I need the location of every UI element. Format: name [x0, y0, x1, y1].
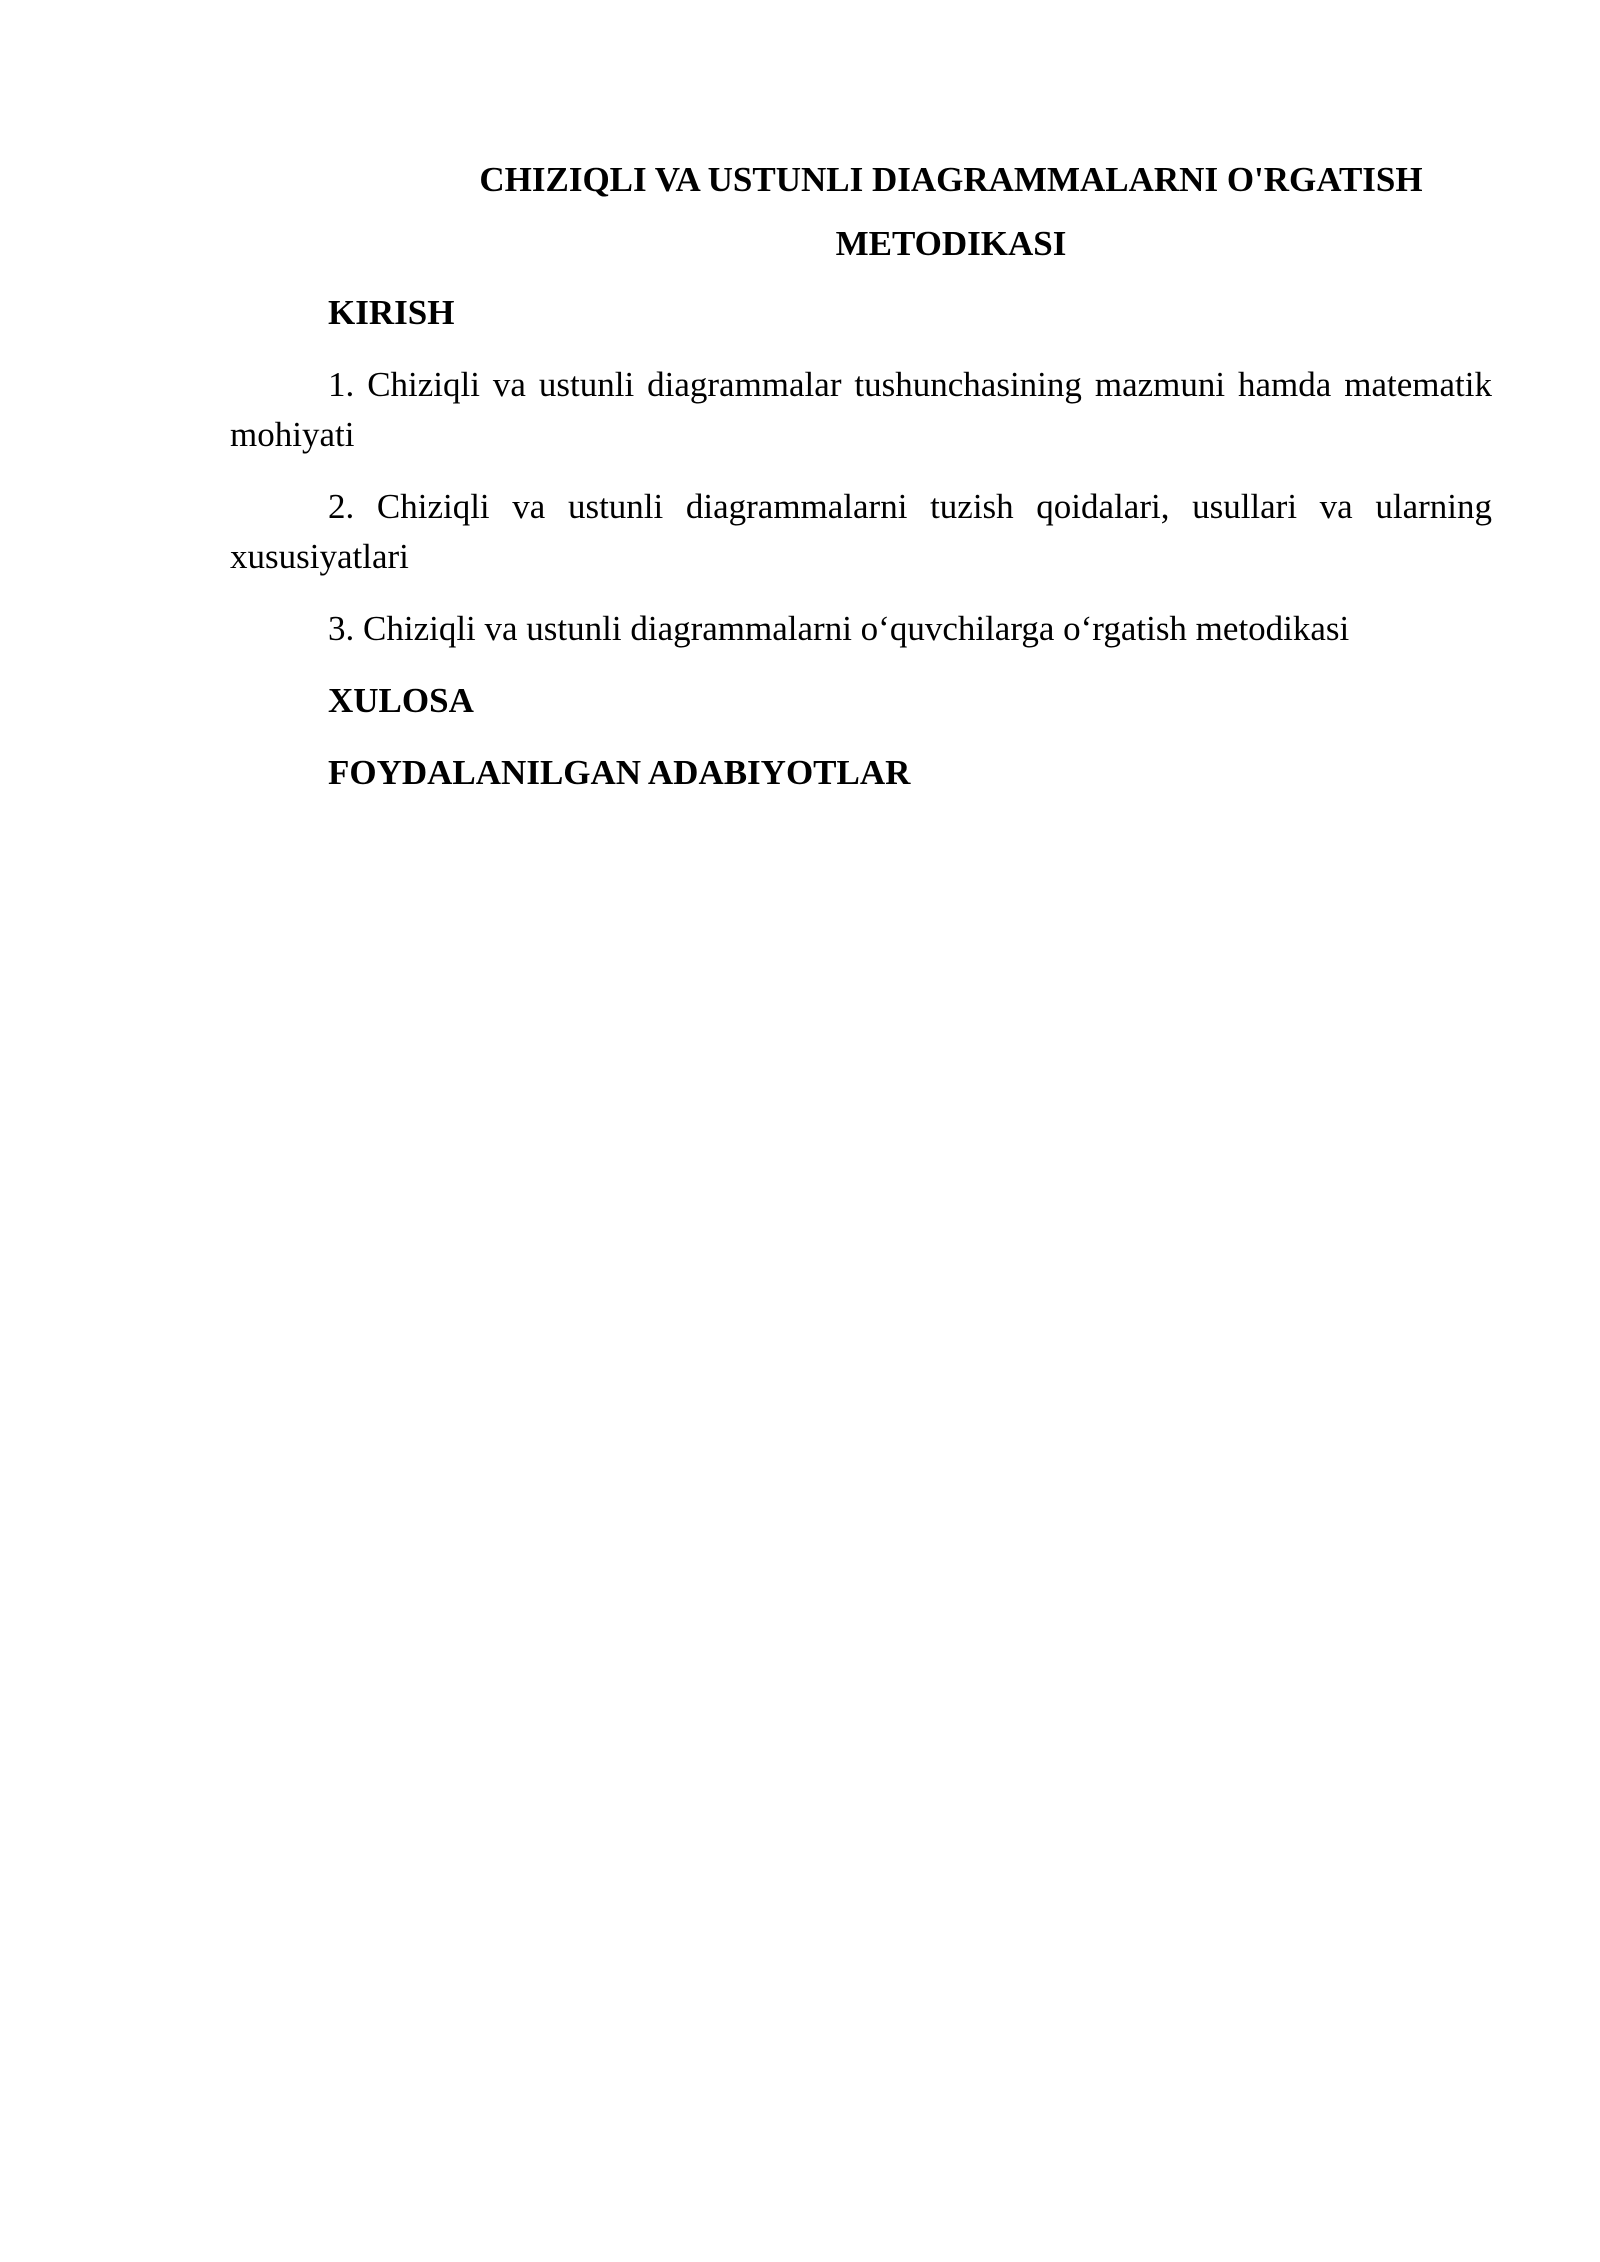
toc-item-3: 3. Chiziqli va ustunli diagrammalarni o‘quvchilarga o‘rgatish metodikasi: [328, 609, 1350, 648]
table-of-contents: [230, 148, 1492, 820]
intro-heading: KIRISH: [328, 293, 455, 332]
toc-item-2: 2. Chiziqli va ustunli diagrammalarni tuzish qoidalari, usullari va ularning xususiyatlari: [230, 487, 1492, 576]
toc-item-1: 1. Chiziqli va ustunli diagrammalar tushunchasining mazmuni hamda matematik mohiyati: [230, 365, 1492, 454]
document-title-line-2: METODIKASI: [835, 224, 1067, 263]
conclusion-heading: XULOSA: [328, 681, 474, 720]
references-heading: FOYDALANILGAN ADABIYOTLAR: [328, 753, 911, 792]
document-title-line-1: CHIZIQLI VA USTUNLI DIAGRAMMALARNI O'RGATISH: [479, 160, 1423, 199]
